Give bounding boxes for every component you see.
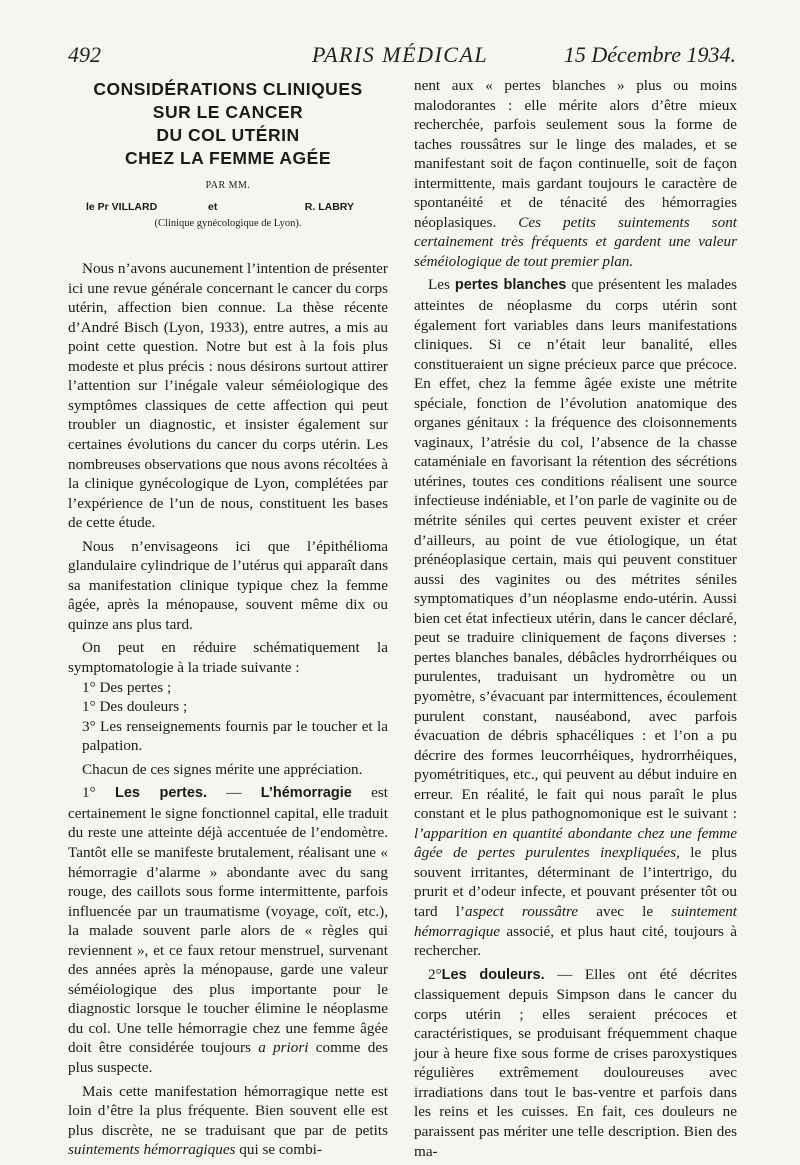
article-title [68, 78, 388, 170]
list-item: 1° Des douleurs ; [82, 698, 188, 716]
italic-term: l’apparition en quantité abondante chez une femme âgée de pertes purulentes inexpliquées, [414, 824, 737, 862]
italic-term: aspect roussâtre [464, 902, 579, 920]
text-run: nent aux « pertes blanches » plus ou moins malodorantes : elle mérite alors d’être mieux recherchée, parfois seulement sous la forme de taches roussâtres sur le linge des malades, et se manifestant soit de façon continuelle, soit de façon intermittente, mais gardant toujours le caractère de spontanéité et de ténacité des hémorragies néoplasiques. [414, 77, 737, 231]
title-line: CONSIDÉRATIONS CLINIQUES [93, 79, 363, 99]
text-run: Les [428, 276, 455, 294]
bold-term: pertes blanches [454, 277, 567, 294]
paragraph: Nous n’avons aucunement l’intention de présenter ici une revue générale concernant le cancer du corps utérin, affection bien connue. La thèse récente d’André Bisch (Lyon, 1933), entre autres, a mis au point cette question. Notre but est à la fois plus modeste et plus précis : nous désirons surtout attirer l’attention sur l’inégale valeur séméiologique des symptômes classiques de cette affection qui peut troubler un diagnostic, et insister également sur certaines évolutions du cancer du corps utérin. Les nombreuses observations que nous avons récoltées à la clinique gynécologique de Lyon, complétées par l’expérience de l’un de nous, constituent les bases de cette étude. [68, 260, 388, 532]
issue-date: 15 Décembre 1934. [563, 42, 736, 67]
paragraph: Chacun de ces signes mérite une appréciation. [82, 760, 363, 778]
title-line: SUR LE CANCER [152, 102, 304, 122]
list-item: 1° Des pertes ; [82, 678, 172, 696]
title-line: CHEZ LA FEMME AGÉE [124, 148, 332, 168]
italic-sentence: Ces petits suintements sont certainement très fréquents et gardent une valeur séméiologique de tout premier plan. [414, 213, 738, 270]
paragraph: On peut en réduire schématiquement la symptomatologie à la triade suivante : [68, 639, 388, 677]
text-run: avec le [578, 902, 672, 920]
section-heading: Les douleurs. [441, 966, 545, 983]
italic-term: suintement hémorragique [414, 902, 738, 940]
text-run: — [207, 784, 261, 802]
text-run: est certainement le signe fonctionnel capital, elle traduit du reste une atteinte déjà accentuée de l’endomètre. Tantôt elle se manifeste brutalement, réalisant une « hémorragie d’alarme » abondante avec du sang rouge, des caillots sous forme intermittente, parfois influencée par un traumatisme (voyage, coït, etc.), la malade souvent parle alors de « règles qui reviennent », et ce faux retour menstruel, survenant des années après la ménopause, garde une valeur séméiologique des plus importante pour le diagnostic lorsque le toucher élimine le néoplasme du col. Une telle hémorragie chez une femme âgée doit être considérée toujours [68, 784, 389, 1057]
text-run: qui se combi- [235, 1141, 322, 1159]
paragraph [68, 1082, 388, 1160]
paragraph: Nous n’envisageons ici que l’épithélioma glandulaire cylindrique de l’utérus qui apparaît dans sa manifestation clinique typique chez la femme âgée, après la ménopause, souvent même dix ou quinze ans plus tard. [68, 537, 388, 633]
section-number: 1° [82, 784, 96, 802]
section-heading: Les pertes. [114, 785, 208, 802]
author-labry: R. LABRY [304, 200, 354, 213]
journal-title: PARIS MÉDICAL [312, 42, 489, 67]
text-run: le plus souvent irritantes, déterminant de l’intertrigo, du prurit et d’odeur infecte, et pouvant présenter tôt ou tard l’ [414, 844, 737, 920]
authors [78, 198, 378, 214]
author-villard: le Pr VILLARD [86, 200, 158, 213]
italic-term: a priori [258, 1039, 309, 1057]
text-run: que présentent les malades atteintes de néoplasme du corps utérin sont également fort variables dans leurs manifestations cliniques. Si ce n’était leur banalité, elles constitueraient un signe précieux parce que précoce. En effet, chez la femme âgée existe une métrite spéciale, fonction de l’évolution anatomique des organes génitaux : la fréquence des cloisonnements vaginaux, l’atrésie du col, l’absence de la chasse cataméniale en favorisant la rétention des sécrétions utérines, toutes ces conditions réalisent une source infectieuse indéniable, et l’on parle de vaginite ou de métrite séniles qui certes peuvent exister et créer d’ailleurs, au point de vue étiologique, un état prénéoplasique certain, mais qui peuvent constituer aussi des vaginites ou des métrites séniles symptomatiques d’un néoplasme endo-utérin. Aussi bien cet état infectieux utérin, dans le cancer déclaré, peut se traduire cliniquement de façons diverses : pertes blanches banales, débâcles hydrorrhéiques ou purulentes, traduisant un hydromètre ou un pyomètre, s’évacuant par intermittences, écoulement purulent constant, nauséabond, avec parfois évacuation de débris sphacéliques : et l’on a pu décrire des formes leucorrhéiques, hydrorrhéiques, pyométritiques, etc., qui peuvent au début induire en erreur. En réalité, le fait qui nous paraît le plus constant et le plus pathognomonique est le suivant : [414, 276, 737, 823]
byline-par: PAR MM. [205, 180, 251, 191]
right-column [414, 76, 737, 1165]
text-run: Mais cette manifestation hémorragique nette est loin d’être la plus fréquente. Bien souvent elle est plus discrète, ne se traduisant que par de petits [68, 1082, 388, 1139]
author-conjunction: et [208, 200, 218, 213]
paragraph [414, 76, 737, 271]
page-number: 492 [68, 42, 101, 67]
text-run: comme des plus suspecte. [68, 1039, 388, 1076]
running-header [68, 42, 736, 70]
italic-term: suintements hémorragiques [68, 1141, 236, 1159]
paragraph [68, 783, 388, 1077]
list-item: 3° Les renseignements fournis par le toucher et la palpation. [82, 717, 388, 755]
section-number: 2° [428, 965, 442, 983]
bold-term: L’hémorragie [260, 785, 352, 802]
title-line: DU COL UTÉRIN [156, 125, 300, 145]
paragraph [414, 965, 737, 1161]
text-run: associé, et plus haut cité, toujours à rechercher. [414, 922, 737, 960]
text-run: — Elles ont été décrites classiquement depuis Simpson dans le cancer du corps utérin ; elles seraient précoces et caractéristiques, se produisant fréquemment chaque jour à heure fixe sous forme de crises paroxystiques régulières extrêmement douloureuses avec irradiations dans tout le bas-ventre et parfois dans les reins et les cuisses. En fait, ces douleurs ne paraissent pas mériter une telle description. Bien des ma- [414, 965, 737, 1160]
left-column [68, 76, 388, 1164]
affiliation: (Clinique gynécologique de Lyon). [154, 217, 302, 229]
paragraph [414, 275, 737, 960]
